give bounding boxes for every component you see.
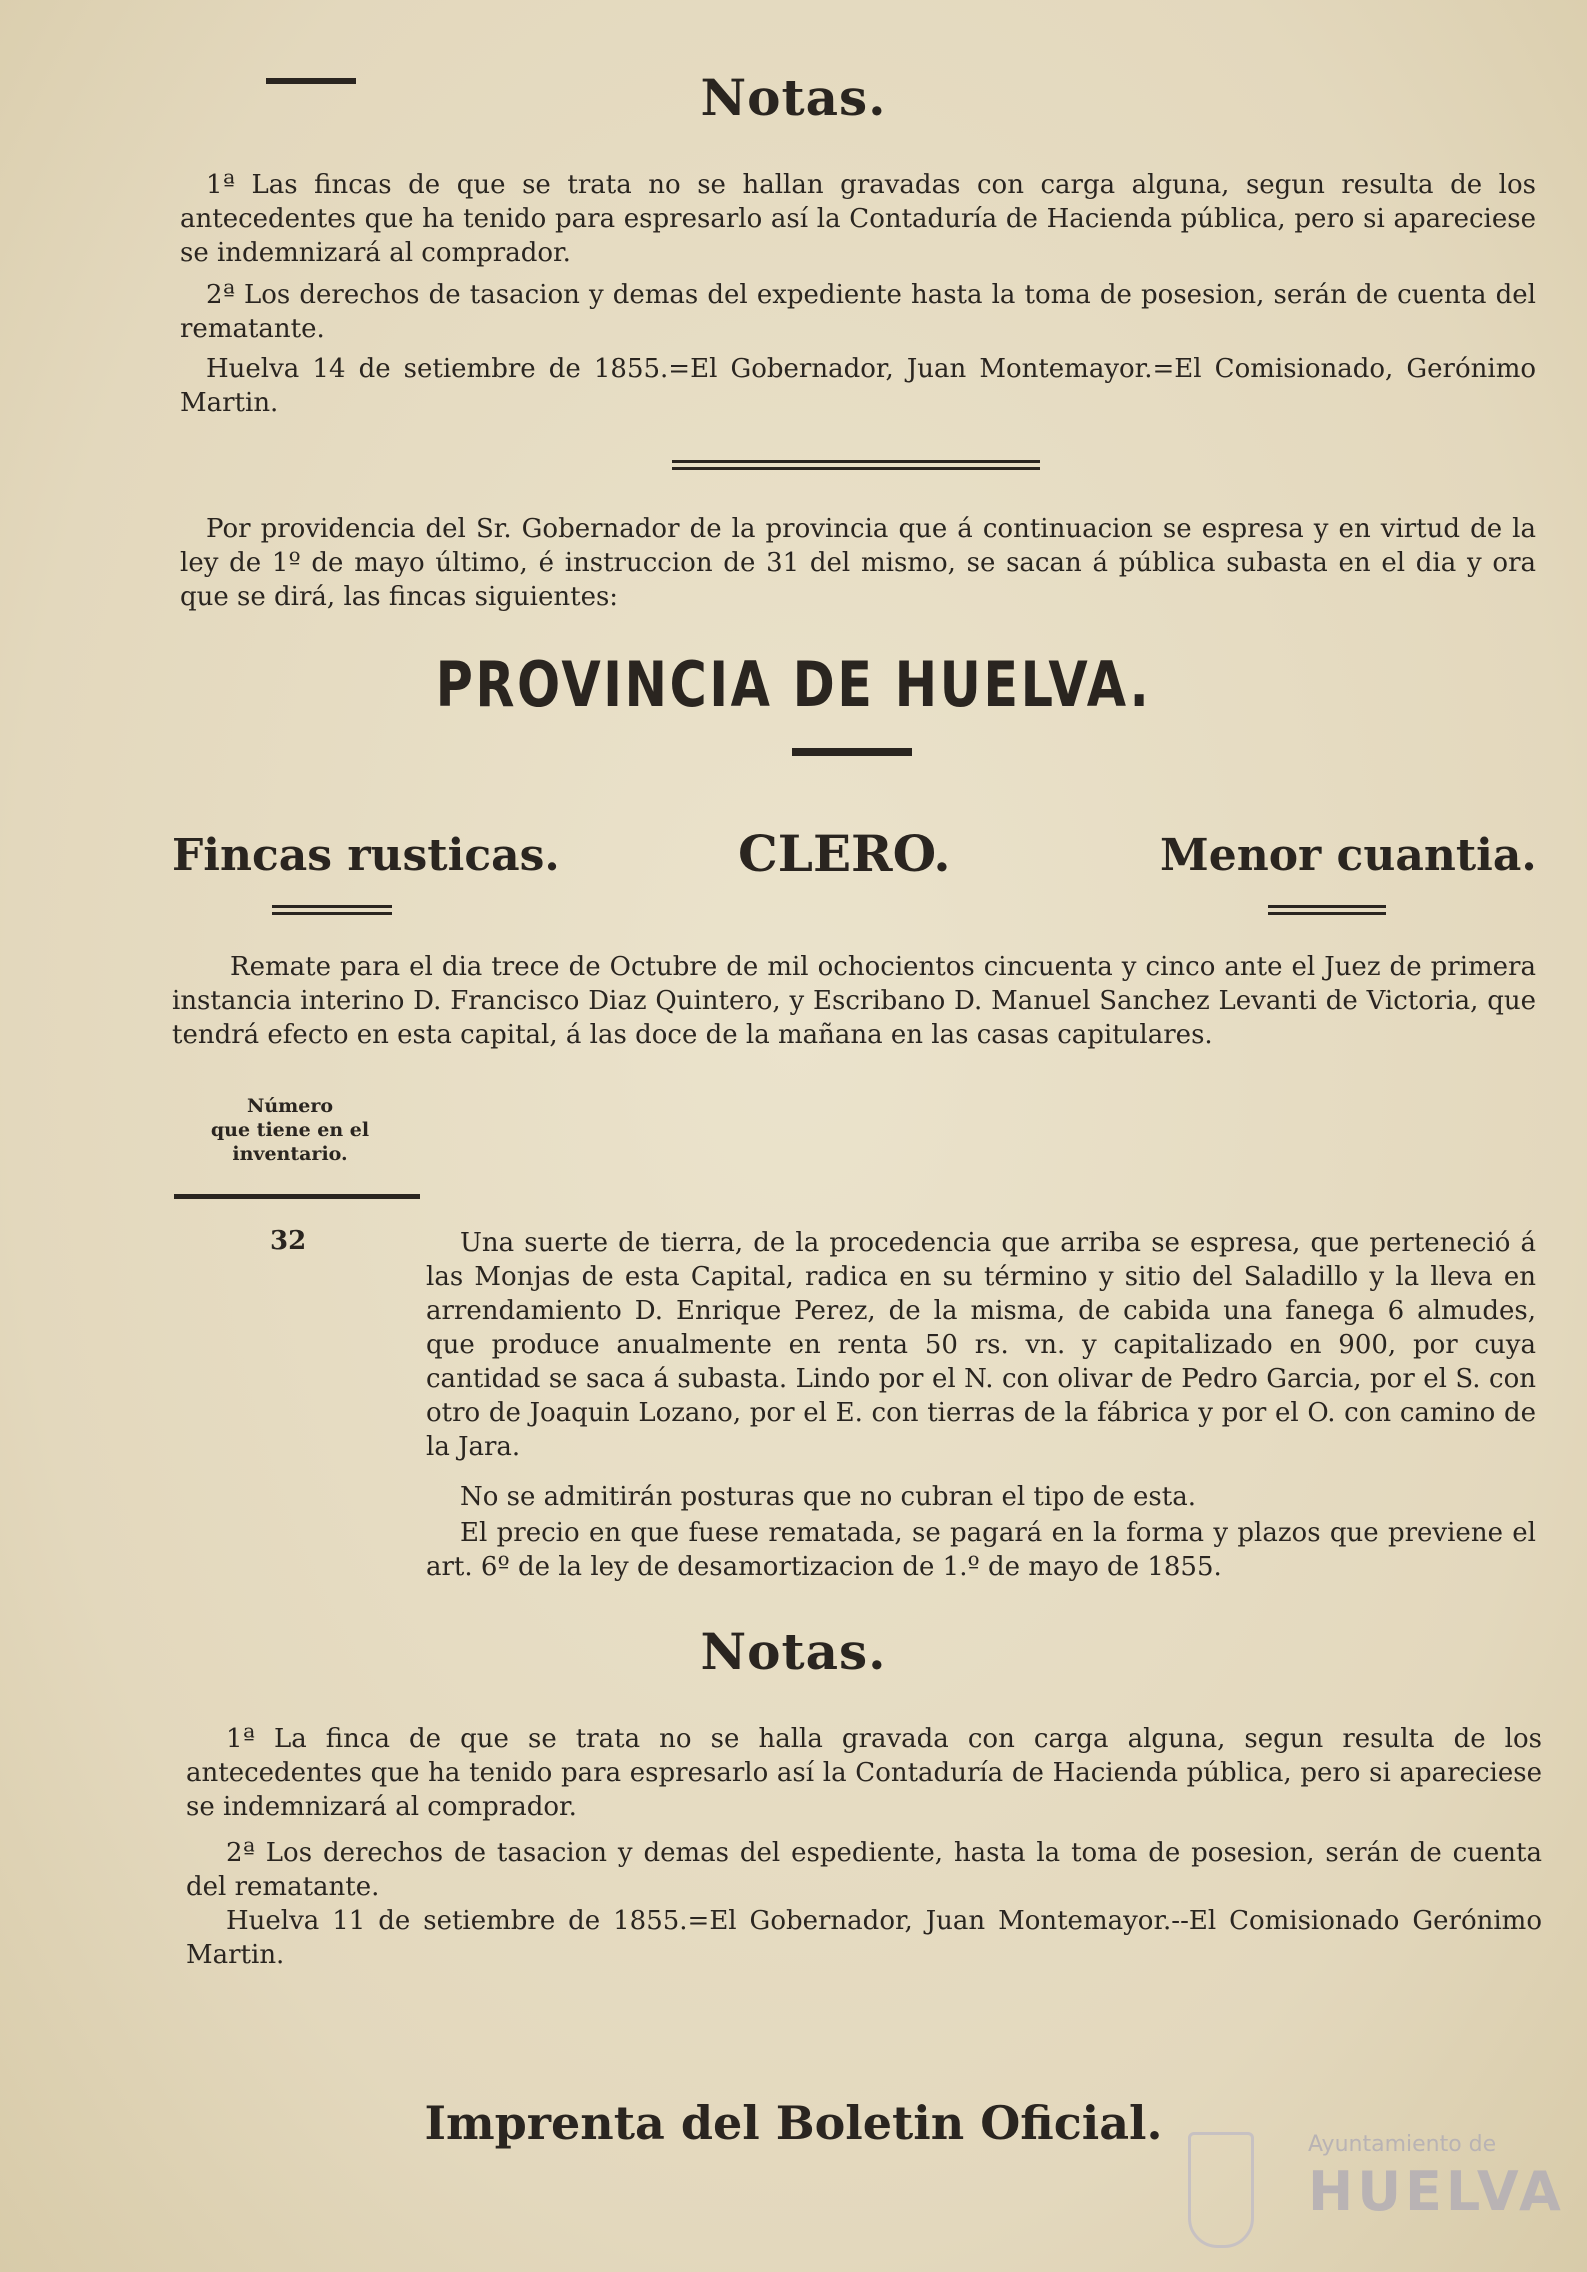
section-separator <box>672 460 1040 470</box>
notas1-paragraph-2: 2ª Los derechos de tasacion y demas del expediente hasta la toma de posesion, serán de cuenta del rematante. <box>180 280 1536 344</box>
notas1-signature: Huelva 14 de setiembre de 1855.=El Gobernador, Juan Montemayor.=El Comisionado, Gerónimo Martin. <box>180 354 1536 418</box>
notas2-paragraph-1: 1ª La finca de que se trata no se halla gravada con carga alguna, segun resulta de los antecedentes que ha tenido para espresarlo así la Contaduría de Hacienda pública, pero si apareciese se indemnizará al comprador. <box>186 1724 1542 1822</box>
notas1-paragraph-1: 1ª Las fincas de que se trata no se hallan gravadas con carga alguna, segun resulta de los antecedentes que ha tenido para espresarlo así la Contaduría de Hacienda pública, pero si apareciese se indemnizará al comprador. <box>180 170 1536 268</box>
notas-heading-1: Notas. <box>700 68 887 127</box>
watermark-line1: Ayuntamiento de <box>1308 2132 1497 2157</box>
inventory-number-header: Número que tiene en el inventario. <box>210 1095 370 1165</box>
entry-precio: El precio en que fuese rematada, se pagará en la forma y plazos que previene el art. 6º de la ley de desamortizacion de 1.º de mayo de 1855. <box>426 1518 1536 1582</box>
entry-posturas: No se admitirán posturas que no cubran el tipo de esta. <box>460 1482 1196 1512</box>
footer-imprint: Imprenta del Boletin Oficial. <box>424 2096 1163 2150</box>
column-header-rule <box>174 1194 420 1199</box>
province-title: PROVINCIA DE HUELVA. <box>435 648 1152 721</box>
watermark-line2: HUELVA <box>1308 2160 1565 2223</box>
entry-description: Una suerte de tierra, de la procedencia que arriba se espresa, que perteneció á las Monjas de esta Capital, radica en su término y sitio del Saladillo y la lleva en arrendamiento D. Enrique Perez, de la misma, de cabida una fanega 6 almudes, que produce anualmente en renta 50 rs. vn. y capitalizado en 900, por cuya cantidad se saca á subasta. Lindo por el N. con olivar de Pedro Garcia, por el S. con otro de Joaquin Lozano, por el E. con tierras de la fábrica y por el O. con camino de la Jara. <box>426 1228 1536 1462</box>
menor-cuantia-heading: Menor cuantia. <box>1160 830 1537 881</box>
intro-paragraph: Por providencia del Sr. Gobernador de la provincia que á continuacion se espresa y en virtud de la ley de 1º de mayo último, é instruccion de 31 del mismo, se sacan á pública subasta en el dia y ora que se dirá, las fincas siguientes: <box>180 514 1536 612</box>
notas-heading-2: Notas. <box>700 1622 887 1681</box>
clero-heading: CLERO. <box>738 824 951 883</box>
watermark-shield-icon <box>1188 2132 1254 2248</box>
province-underline <box>792 748 912 756</box>
notas2-paragraph-2: 2ª Los derechos de tasacion y demas del espediente, hasta la toma de posesion, serán de cuenta del rematante. <box>186 1838 1542 1902</box>
fincas-rusticas-heading: Fincas rusticas. <box>172 830 560 881</box>
remate-paragraph: Remate para el dia trece de Octubre de mil ochocientos cincuenta y cinco ante el Juez de primera instancia interino D. Francisco Diaz Quintero, y Escribano D. Manuel Sanchez Levanti de Victoria, que tendrá efecto en esta capital, á las doce de la mañana en las casas capitulares. <box>172 952 1536 1050</box>
right-heading-rule <box>1268 905 1386 915</box>
notas2-signature: Huelva 11 de setiembre de 1855.=El Gobernador, Juan Montemayor.--El Comisionado Gerónimo Martin. <box>186 1906 1542 1970</box>
entry-number: 32 <box>270 1226 307 1256</box>
left-heading-rule <box>272 905 392 915</box>
